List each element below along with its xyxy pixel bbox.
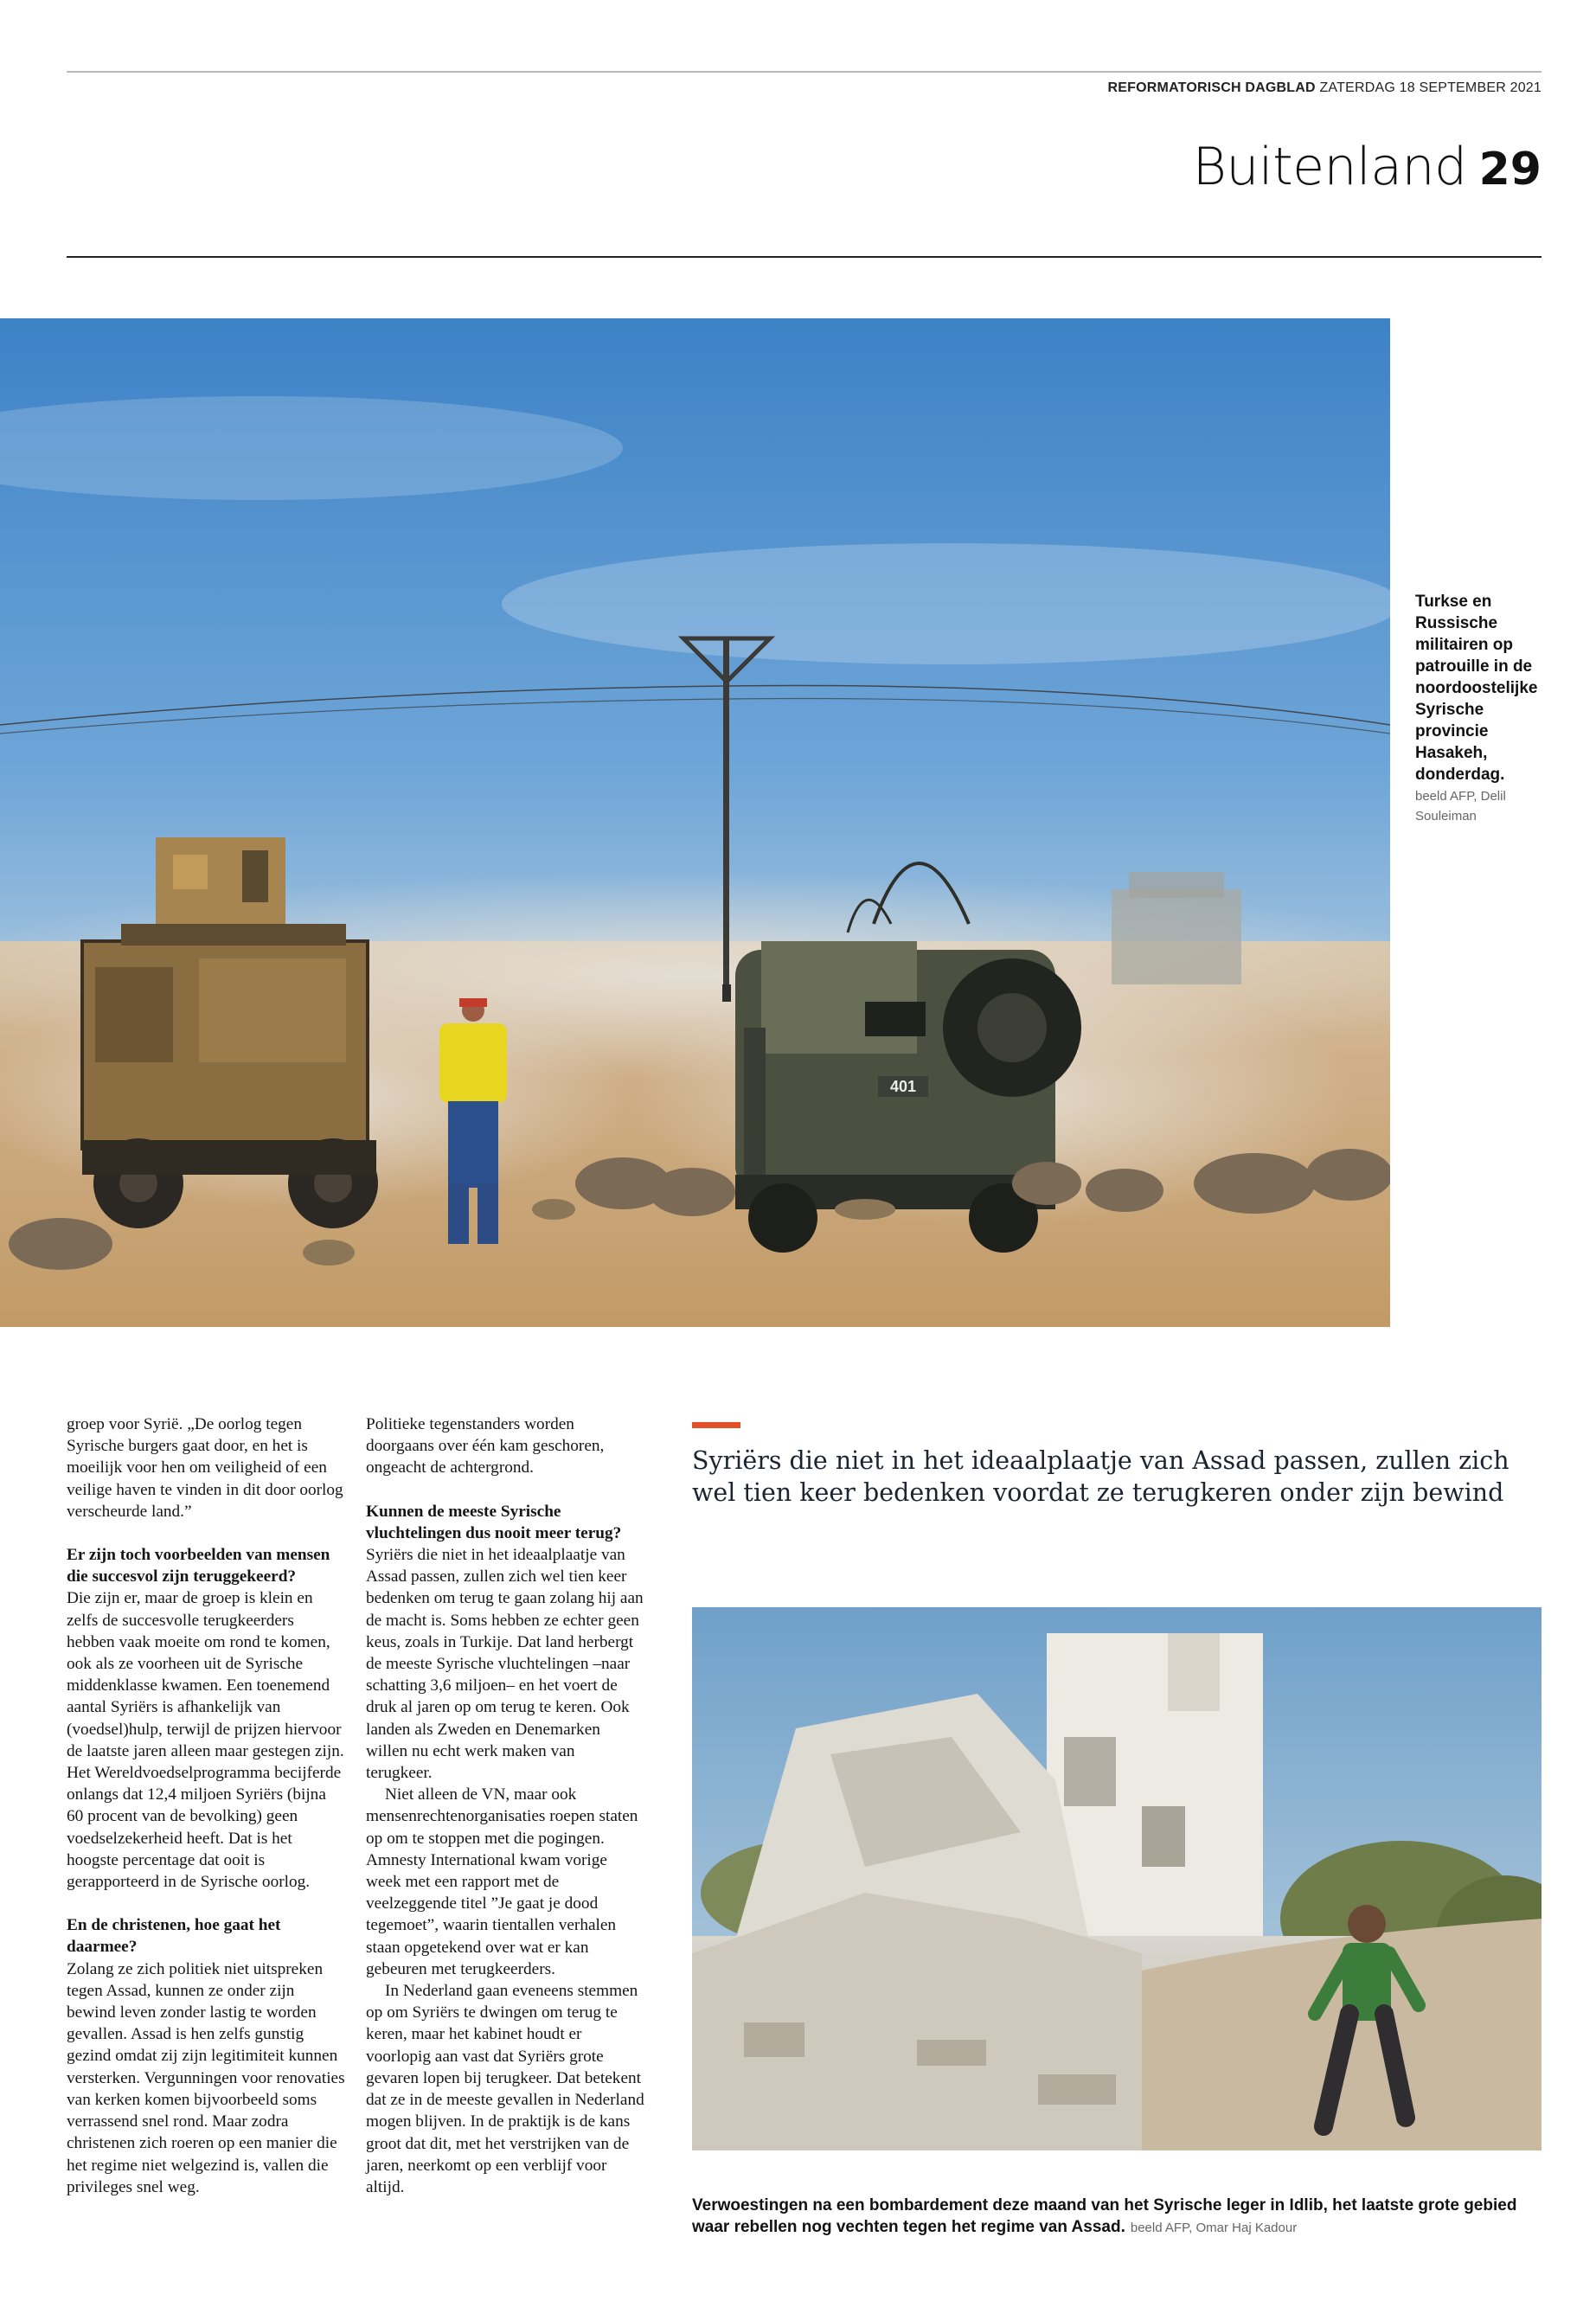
paragraph: In Nederland gaan eveneens stemmen op om Syriërs te dwingen om terug te keren, maar het kabinet houdt er voorlopig aan vast dat Syriërs grote gevaren lopen bij terugkeer. Dat betekent dat ze in de meeste gevallen in Nederland mogen blijven. In de praktijk is de kans groot dat dit, met het verstrijken van de jaren, neerkomt op een verblijf voor altijd. [366, 1982, 644, 2196]
publication-name: REFORMATORISCH DAGBLAD [1107, 80, 1316, 95]
publication-date: ZATERDAG 18 SEPTEMBER 2021 [1319, 80, 1542, 95]
interview-question: Kunnen de meeste Syrische vluchtelingen dus nooit meer terug? [366, 1502, 622, 1542]
article-column-2 [366, 1413, 644, 2198]
header-rule [67, 256, 1542, 258]
vehicle-plate-number: 401 [889, 1078, 917, 1095]
paragraph: Politieke tegenstanders worden doorgaans over één kam geschoren, ongeacht de achtergrond. [366, 1415, 605, 1477]
paragraph: Zolang ze zich politiek niet uitspreken tegen Assad, kunnen ze onder zijn bewind leven zonder lastig te worden gevallen. Assad is hen zelfs gunstig gezind omdat zij zijn legitimiteit kunnen versterken. Vergunningen voor renovaties van kerken komen bijvoorbeeld soms verrassend snel rond. Maar zodra christenen zich roeren op een manier die het regime niet welgezind is, vallen die privileges snel weg. [67, 1959, 345, 2196]
top-rule [67, 71, 1542, 73]
pull-quote: Syriërs die niet in het ideaalplaatje van Assad passen, zullen zich wel tien keer bedenken voordat ze terugkeren onder zijn bewind [692, 1446, 1509, 1507]
second-photo-credit: beeld AFP, Omar Haj Kadour [1130, 2221, 1298, 2235]
article-column-1 [67, 1413, 345, 2198]
paragraph: Niet alleen de VN, maar ook mensenrechtenorganisaties roepen staten op om te stoppen met die pogingen. Amnesty International kwam vorige week met een rapport met de veelzeggende titel ”Je gaat je dood tegemoet”, waarin tientallen verhalen staan opgetekend over wat er kan gebeuren met terugkeerders. [366, 1785, 638, 1978]
pull-quote-accent-bar [692, 1422, 740, 1428]
section-title: Buitenland [1192, 137, 1467, 197]
paragraph: Syriërs die niet in het ideaalplaatje van Assad passen, zullen zich wel tien keer bedenken om terug te gaan zolang hij aan de macht is. Soms hebben ze echter geen keus, zoals in Turkije. Dat land herbergt de meeste Syrische vluchtelingen –naar schatting 3,6 miljoen– en het voert de druk al jaren op om terug te keren. Ook landen als Zweden en Denemarken willen nu echt werk maken van terugkeer. [366, 1546, 644, 1783]
interview-question: Er zijn toch voorbeelden van mensen die succesvol zijn teruggekeerd? [67, 1546, 330, 1586]
page-number: 29 [1478, 144, 1542, 195]
section-header [865, 137, 1542, 197]
main-photo-caption-text: Turkse en Russische militairen op patrouille in de noordoostelijke Syrische provincie Hasakeh, donderdag. [1415, 593, 1538, 784]
main-photo-caption [1415, 591, 1545, 826]
interview-question: En de christenen, hoe gaat het daarmee? [67, 1916, 281, 1957]
second-photo-caption [692, 2195, 1544, 2239]
second-photo [692, 1607, 1542, 2150]
main-photo-credit: beeld AFP, Delil Souleiman [1415, 789, 1506, 824]
paragraph: Die zijn er, maar de groep is klein en zelfs de succesvolle terugkeerders hebben vaak moeite om rond te komen, ook als ze voorheen uit de Syrische middenklasse kwamen. Een toenemend aantal Syriërs is afhankelijk van (voedsel)hulp, terwijl de prijzen hiervoor de laatste jaren alleen maar gestegen zijn. Het Wereldvoedselprogramma becijferde onlangs dat 12,4 miljoen Syriërs (bijna 60 procent van de bevolking) geen voedselzekerheid heeft. Dat is het hoogste percentage dat ooit is gerapporteerd in de Syrische oorlog. [67, 1589, 344, 1892]
paragraph: groep voor Syrië. „De oorlog tegen Syrische burgers gaat door, en het is moeilijk voor hen om veiligheid of een veilige haven te vinden in dit door oorlog verscheurde land.” [67, 1415, 343, 1521]
dateline [865, 80, 1542, 96]
main-photo [0, 318, 1390, 1327]
second-photo-caption-text: Verwoestingen na een bombardement deze maand van het Syrische leger in Idlib, het laatste grote gebied waar rebellen nog vechten tegen het regime van Assad. [692, 2196, 1517, 2236]
